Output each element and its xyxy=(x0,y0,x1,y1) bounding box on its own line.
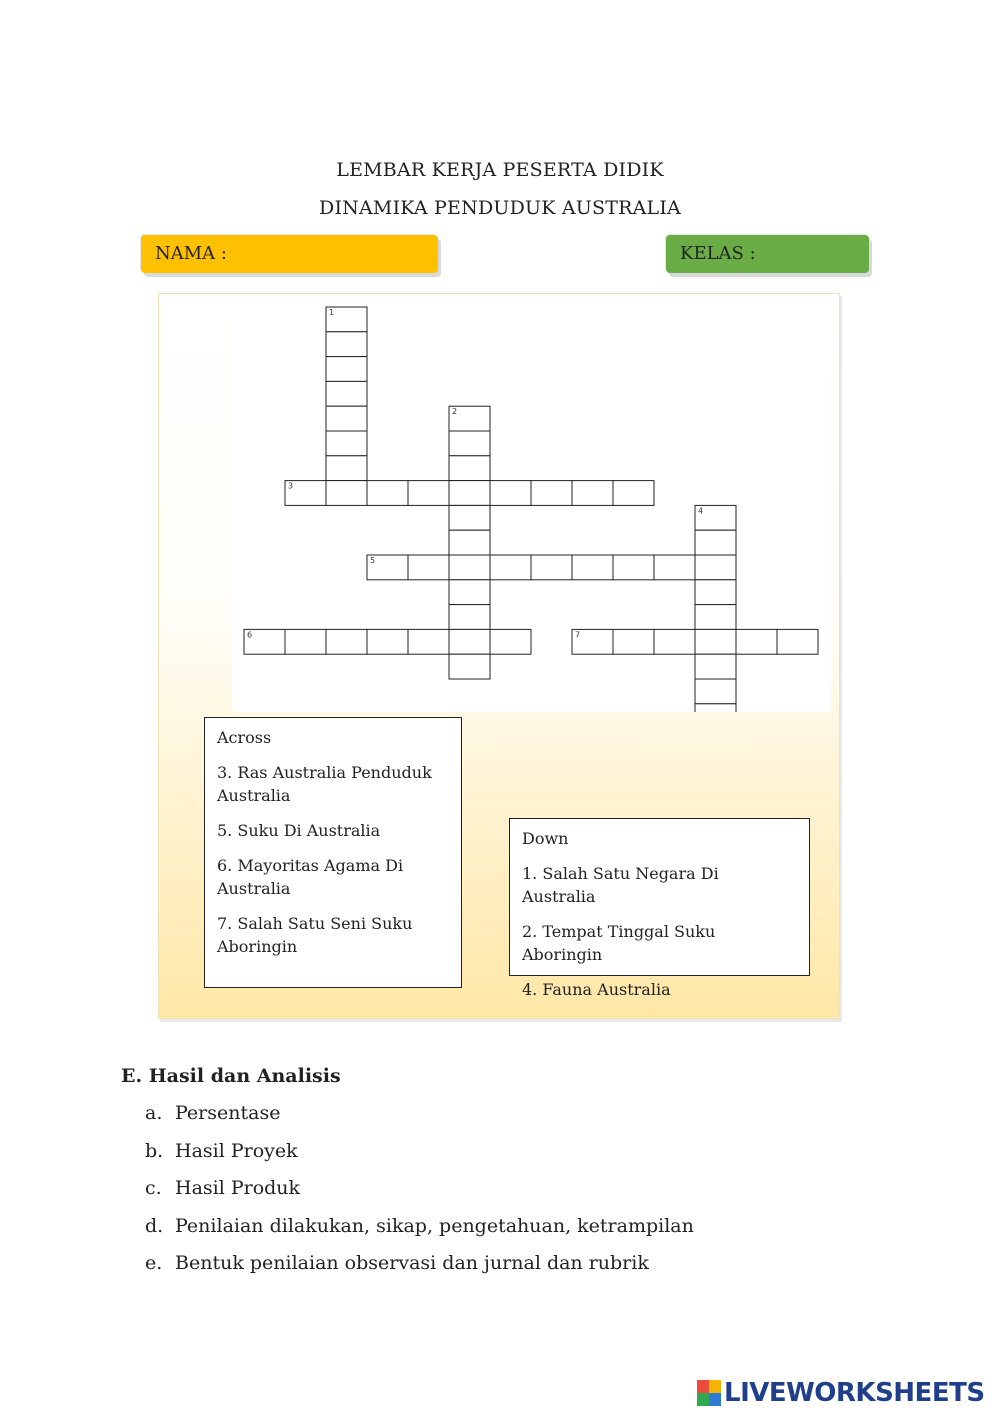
crossword-cell[interactable] xyxy=(326,381,367,406)
down-clue-1: 1. Salah Satu Negara Di Australia xyxy=(522,864,719,906)
crossword-number: 6 xyxy=(247,630,253,640)
crossword-cell[interactable] xyxy=(490,481,531,506)
crossword-number: 5 xyxy=(370,556,376,565)
list-item xyxy=(145,1136,694,1174)
across-heading: Across xyxy=(217,728,272,747)
crossword-grid-area xyxy=(232,300,831,712)
down-heading: Down xyxy=(522,829,569,848)
list-text: Penilaian dilakukan, sikap, pengetahuan, ketrampilan xyxy=(175,1214,694,1237)
crossword-cell[interactable] xyxy=(449,629,490,654)
name-label: NAMA : xyxy=(155,243,227,264)
across-clue-6: 6. Mayoritas Agama Di Australia xyxy=(217,856,404,898)
list-letter: b. xyxy=(145,1139,164,1162)
class-field[interactable] xyxy=(666,235,869,273)
crossword-cell[interactable] xyxy=(572,481,613,506)
crossword-cell[interactable] xyxy=(695,530,736,555)
crossword-number: 2 xyxy=(452,407,458,417)
class-label: KELAS : xyxy=(680,243,756,264)
logo-square-yellow xyxy=(709,1380,721,1393)
crossword-cell[interactable] xyxy=(449,505,490,530)
crossword-cell[interactable] xyxy=(695,605,736,630)
crossword-number: 3 xyxy=(288,481,294,491)
crossword-cell[interactable] xyxy=(613,555,654,580)
crossword-cell[interactable] xyxy=(613,481,654,506)
crossword-cell[interactable] xyxy=(326,629,367,654)
list-item xyxy=(145,1098,694,1136)
crossword-cell[interactable] xyxy=(695,580,736,605)
crossword-cell[interactable] xyxy=(449,456,490,481)
liveworksheets-logo xyxy=(697,1378,985,1408)
crossword-cell[interactable] xyxy=(449,605,490,630)
crossword-cell[interactable] xyxy=(326,406,367,431)
crossword-cell[interactable] xyxy=(531,555,572,580)
crossword-cell[interactable] xyxy=(326,481,367,506)
logo-square-green xyxy=(697,1393,709,1406)
list-letter: e. xyxy=(145,1252,163,1274)
crossword-cell[interactable] xyxy=(695,629,736,654)
worksheet-subtitle: DINAMIKA PENDUDUK AUSTRALIA xyxy=(319,197,681,219)
crossword-cell[interactable] xyxy=(449,530,490,555)
crossword-cell[interactable] xyxy=(490,555,531,580)
name-field[interactable] xyxy=(141,235,438,273)
crossword-number: 1 xyxy=(329,308,335,317)
list-letter: c. xyxy=(145,1177,162,1199)
list-letter: a. xyxy=(145,1102,163,1124)
logo-square-red xyxy=(697,1380,709,1393)
list-text: Persentase xyxy=(175,1102,281,1124)
section-title: E. Hasil dan Analisis xyxy=(121,1065,341,1087)
across-clue-7: 7. Salah Satu Seni Suku Aboringin xyxy=(217,914,413,956)
crossword-cell[interactable] xyxy=(449,654,490,679)
list-item xyxy=(145,1211,694,1249)
across-clues-box xyxy=(204,717,462,988)
crossword-cell[interactable] xyxy=(285,629,326,654)
crossword-cell[interactable] xyxy=(367,481,408,506)
crossword-cell[interactable] xyxy=(326,357,367,382)
crossword-cell[interactable] xyxy=(695,679,736,704)
crossword-cell[interactable] xyxy=(654,629,695,654)
crossword-cell[interactable] xyxy=(449,580,490,605)
worksheet-title: LEMBAR KERJA PESERTA DIDIK xyxy=(336,159,664,181)
crossword-cell[interactable] xyxy=(613,629,654,654)
down-clues-box xyxy=(509,818,810,999)
crossword-cell[interactable] xyxy=(449,555,490,580)
crossword-cell[interactable] xyxy=(695,654,736,679)
down-clue-4: 4. Fauna Australia xyxy=(522,980,671,999)
crossword-cell[interactable] xyxy=(695,555,736,580)
crossword-number: 7 xyxy=(575,630,581,640)
crossword-cell[interactable] xyxy=(736,629,777,654)
crossword-cell[interactable] xyxy=(490,629,531,654)
list-item xyxy=(145,1173,694,1211)
crossword-cell[interactable] xyxy=(695,704,736,712)
crossword-cell[interactable] xyxy=(326,431,367,456)
logo-mark-icon xyxy=(697,1380,721,1406)
across-clue-3: 3. Ras Australia Penduduk Australia xyxy=(217,763,432,805)
crossword-cell[interactable] xyxy=(777,629,818,654)
logo-square-blue xyxy=(709,1393,721,1406)
crossword-grid xyxy=(232,300,831,712)
crossword-cell[interactable] xyxy=(367,629,408,654)
crossword-cell[interactable] xyxy=(654,555,695,580)
crossword-cell[interactable] xyxy=(408,481,449,506)
crossword-cell[interactable] xyxy=(449,431,490,456)
list-letter: d. xyxy=(145,1214,164,1237)
crossword-cell[interactable] xyxy=(326,456,367,481)
list-text: Hasil Proyek xyxy=(175,1139,298,1162)
across-clue-5: 5. Suku Di Australia xyxy=(217,821,381,840)
crossword-cell[interactable] xyxy=(572,555,613,580)
crossword-cell[interactable] xyxy=(408,555,449,580)
list-item xyxy=(145,1248,694,1286)
list-text: Bentuk penilaian observasi dan jurnal dan rubrik xyxy=(175,1252,649,1274)
crossword-cell[interactable] xyxy=(326,332,367,357)
crossword-number: 4 xyxy=(698,506,704,516)
list-text: Hasil Produk xyxy=(175,1177,301,1199)
logo-text: LIVEWORKSHEETS xyxy=(724,1378,985,1408)
crossword-cell[interactable] xyxy=(449,481,490,506)
down-clue-2: 2. Tempat Tinggal Suku Aboringin xyxy=(522,922,716,964)
crossword-cell[interactable] xyxy=(408,629,449,654)
analysis-list xyxy=(145,1098,694,1286)
crossword-cell[interactable] xyxy=(531,481,572,506)
